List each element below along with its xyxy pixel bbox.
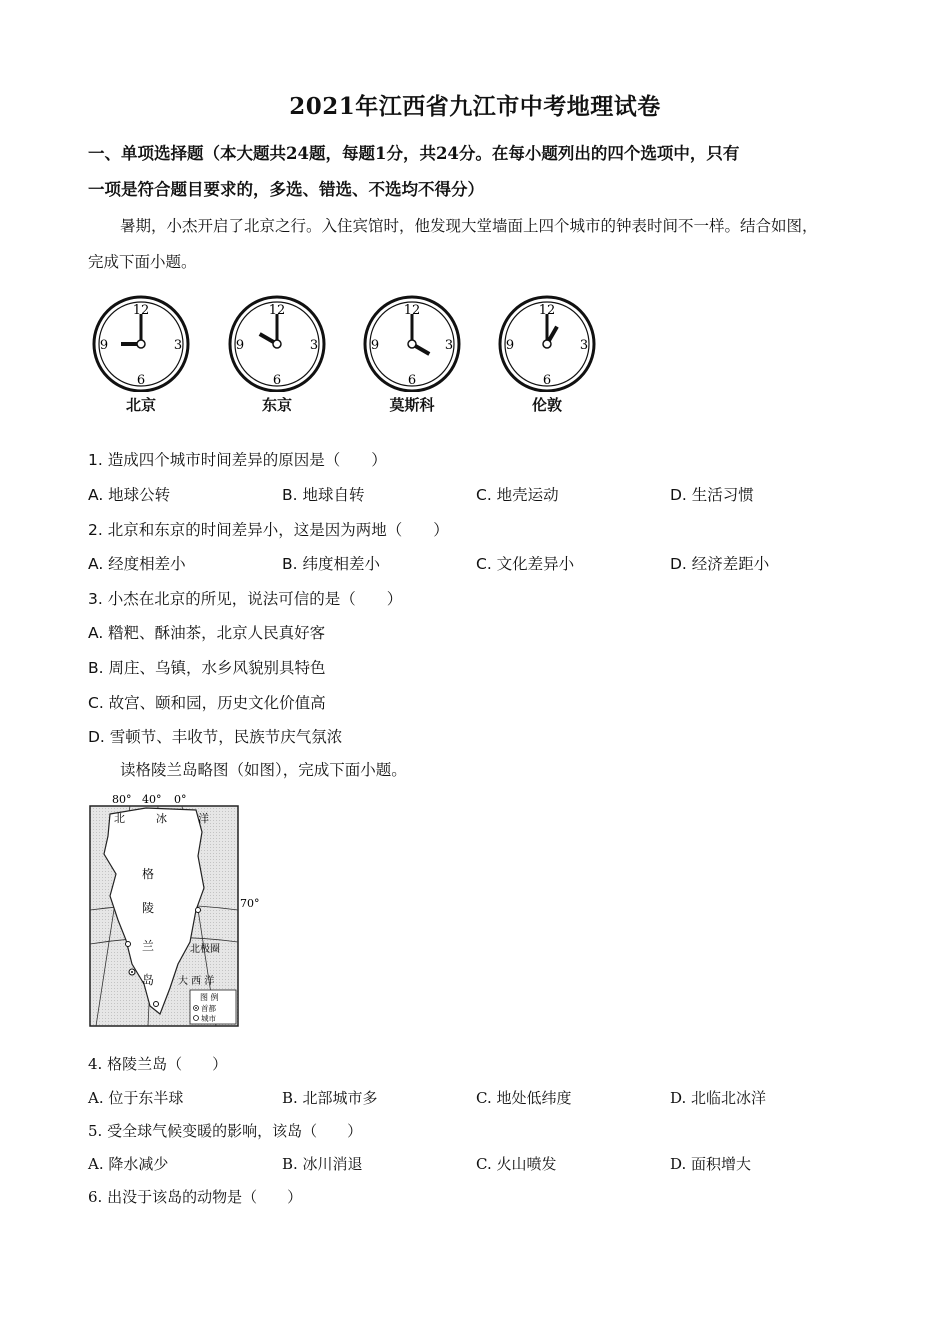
clock-face-icon [357,292,467,392]
greenland-map-figure [86,792,266,1030]
numeral-9: 9 [99,338,109,353]
q3-option-d[interactable]: D. 雪顿节、丰收节，民族节庆气氛浓 [88,728,343,746]
clock-moscow [357,292,467,417]
q4-option-b[interactable]: B. 北部城市多 [282,1089,378,1107]
clock-face-icon [222,292,332,392]
q4-option-c[interactable]: C. 地处低纬度 [476,1089,572,1107]
q2-option-d[interactable]: D. 经济差距小 [670,555,770,573]
island-label: 兰 [142,939,155,953]
intro-line2: 完成下面小题。 [88,253,197,271]
q1-option-c[interactable]: C. 地壳运动 [476,486,559,504]
intro-paragraph-clocks [88,208,878,280]
numeral-12: 12 [538,303,556,318]
question-6: 6. 出没于该岛的动物是（ ） [88,1188,303,1206]
numeral-9: 9 [235,338,245,353]
intro-line1: 暑期，小杰开启了北京之行。入住宾馆时，他发现大堂墙面上四个城市的钟表时间不一样。结合如图， [120,217,818,235]
numeral-6: 6 [542,373,552,388]
clock-face-icon [492,292,602,392]
q2-option-a[interactable]: A. 经度相差小 [88,555,186,573]
city-marker [126,942,131,947]
q3-option-b[interactable]: B. 周庄、乌镇，水乡风貌别具特色 [88,659,326,677]
ocean-label: 北 [114,812,125,825]
question-1: 1. 造成四个城市时间差异的原因是（ ） [88,451,387,469]
numeral-6: 6 [136,373,146,388]
numeral-3: 3 [444,338,454,353]
clock-london [492,292,602,417]
clock-label: 北京 [125,396,156,414]
numeral-3: 3 [579,338,589,353]
greenland-map [86,792,266,1030]
question-5: 5. 受全球气候变暖的影响，该岛（ ） [88,1122,363,1140]
clock-center [408,340,416,348]
clock-beijing [86,292,196,417]
page-title: 2021年江西省九江市中考地理试卷 [289,93,661,120]
lon-label: 0° [174,793,187,806]
q2-option-b[interactable]: B. 纬度相差小 [282,555,380,573]
q5-option-a[interactable]: A. 降水减少 [88,1155,169,1173]
numeral-9: 9 [370,338,380,353]
clock-center [137,340,145,348]
clock-label: 莫斯科 [389,396,435,414]
question-2: 2. 北京和东京的时间差异小，这是因为两地（ ） [88,521,449,539]
q1-option-a[interactable]: A. 地球公转 [88,486,171,504]
numeral-9: 9 [505,338,515,353]
clock-label: 伦敦 [531,396,562,414]
numeral-6: 6 [272,373,282,388]
question-4: 4. 格陵兰岛（ ） [88,1055,228,1073]
legend-city: 城市 [201,1014,216,1023]
ocean-label: 洋 [198,812,209,825]
island-label: 岛 [142,973,155,987]
q4-option-d[interactable]: D. 北临北冰洋 [670,1089,767,1107]
island-label: 陵 [142,901,155,915]
q4-option-a[interactable]: A. 位于东半球 [88,1089,184,1107]
question-3: 3. 小杰在北京的所见，说法可信的是（ ） [88,590,403,608]
numeral-12: 12 [132,303,150,318]
city-marker [196,908,201,913]
numeral-12: 12 [403,303,421,318]
q5-option-c[interactable]: C. 火山喷发 [476,1155,557,1173]
q5-option-b[interactable]: B. 冰川消退 [282,1155,363,1173]
atlantic-label: 大 西 洋 [178,976,215,987]
numeral-3: 3 [309,338,319,353]
intro-paragraph-map: 读格陵兰岛略图（如图），完成下面小题。 [120,761,407,779]
section-heading-line2: 一项是符合题目要求的，多选、错选、不选均不得分） [88,180,484,199]
island-label: 格 [142,867,155,881]
q2-option-c[interactable]: C. 文化差异小 [476,555,575,573]
lon-label: 40° [142,793,162,806]
ocean-label: 冰 [156,812,167,825]
legend-capital: 首都 [201,1004,216,1013]
section-heading [88,136,878,208]
clock-center [543,340,551,348]
q3-option-c[interactable]: C. 故宫、颐和园，历史文化价值高 [88,694,326,712]
q3-option-a[interactable]: A. 糌粑、酥油茶，北京人民真好客 [88,624,326,642]
clock-label: 东京 [261,396,292,414]
clock-center [273,340,281,348]
numeral-12: 12 [268,303,286,318]
q1-option-b[interactable]: B. 地球自转 [282,486,365,504]
clock-face-icon [86,292,196,392]
arctic-circle-label: 北极圈 [190,944,220,955]
legend-title: 图 例 [200,993,219,1002]
numeral-3: 3 [173,338,183,353]
clock-tokyo [222,292,332,417]
city-marker [154,1002,159,1007]
lon-label: 80° [112,793,132,806]
lat-label: 70° [240,897,260,910]
numeral-6: 6 [407,373,417,388]
q1-option-d[interactable]: D. 生活习惯 [670,486,754,504]
q5-option-d[interactable]: D. 面积增大 [670,1155,752,1173]
section-heading-line1: 一、单项选择题（本大题共24题，每题1分，共24分。在每小题列出的四个选项中，只有 [88,144,740,163]
